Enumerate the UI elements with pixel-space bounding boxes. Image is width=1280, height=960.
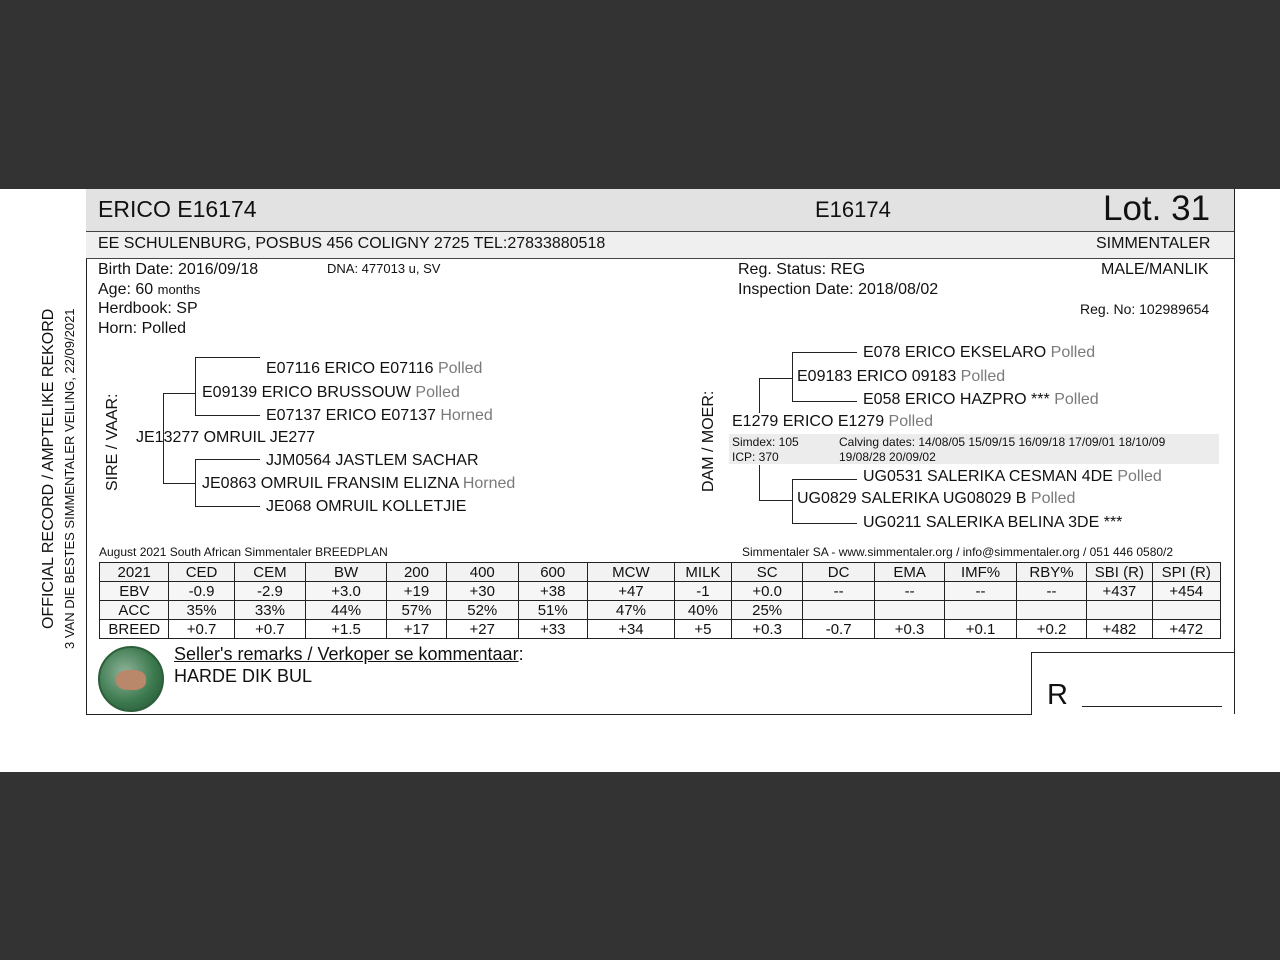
acc-cell: 52% (447, 601, 518, 620)
ebv-cell: -2.9 (234, 582, 305, 601)
breedplan-contact: Simmentaler SA - www.simmentaler.org / info@simmentaler.org / 051 446 0580/2 (742, 545, 1174, 559)
acc-cell: 44% (306, 601, 387, 620)
acc-cell: 40% (674, 601, 731, 620)
dam-simdex: Simdex: 105 (732, 435, 799, 449)
sire-gs1 (202, 384, 460, 402)
breed-cell: +5 (674, 620, 731, 639)
ebv-cell: -- (945, 582, 1016, 601)
ebv-header-cell: 400 (447, 563, 518, 582)
sire-ggd2 (266, 498, 466, 516)
inspection-date: Inspection Date: 2018/08/02 (738, 281, 939, 298)
official-record-note: OFFICIAL RECORD / AMPTELIKE REKORD (40, 308, 57, 629)
dam-ggd2 (863, 514, 1122, 532)
sire-gd1-name: JE0863 OMRUIL FRANSIM ELIZNA (202, 475, 459, 492)
dam-name-text: E1279 ERICO E1279 (732, 413, 885, 430)
lot-header (86, 189, 1234, 232)
sire-ggs1-horn: Polled (437, 360, 483, 377)
sire-gs1-name: E09139 ERICO BRUSSOUW (202, 384, 411, 401)
ebv-cell: -- (874, 582, 944, 601)
sire-gd1 (202, 475, 515, 493)
ebv-header-cell: RBY% (1016, 563, 1086, 582)
acc-cell (803, 601, 874, 620)
sire-name: JE13277 OMRUIL JE277 (136, 429, 316, 446)
reg-status: Reg. Status: REG (738, 261, 866, 278)
dam-ggs1-name: E078 ERICO EKSELARO (863, 344, 1047, 361)
dam-calving-dates-2: 19/08/28 20/09/02 (839, 450, 936, 464)
ebv-header-cell: 600 (518, 563, 587, 582)
dam-ggs2 (863, 468, 1162, 486)
dna: DNA: 477013 u, SV (327, 261, 441, 276)
breed-row (100, 620, 1221, 639)
acc-cell: 35% (169, 601, 234, 620)
dam-horn: Polled (888, 413, 934, 430)
age-value: Age: 60 (98, 281, 154, 298)
ebv-row (100, 582, 1221, 601)
society-logo (98, 646, 164, 712)
breed-cell: +0.3 (874, 620, 944, 639)
ebv-header-cell: SC (731, 563, 802, 582)
catalog-sheet (0, 189, 1280, 772)
sire-ggd1-horn: Horned (440, 407, 493, 424)
breed-cell: -0.7 (803, 620, 874, 639)
dam-label: DAM / MOER: (700, 390, 717, 492)
sire-gs1-horn: Polled (415, 384, 460, 401)
breed-cell: +472 (1152, 620, 1221, 639)
ebv-header-cell: IMF% (945, 563, 1016, 582)
breed-cell: +34 (587, 620, 674, 639)
ebv-cell: +19 (386, 582, 446, 601)
ebv-cell: +0.0 (731, 582, 802, 601)
herdbook: Herdbook: SP (98, 300, 198, 317)
remarks-title-text: Seller's remarks / Verkoper se kommentaar (174, 644, 519, 664)
breed-cell: +1.5 (306, 620, 387, 639)
ebv-header-cell: MCW (587, 563, 674, 582)
ebv-header-cell: 200 (386, 563, 446, 582)
sire-label: SIRE / VAAR: (104, 393, 121, 491)
ebv-header-cell: EMA (874, 563, 944, 582)
horn-status: Horn: Polled (98, 320, 187, 337)
sire-ggs1 (266, 360, 482, 378)
price-field[interactable] (1082, 706, 1222, 707)
price-currency: R (1047, 679, 1068, 711)
ebv-header-cell: SPI (R) (1152, 563, 1221, 582)
acc-cell: 57% (386, 601, 446, 620)
breed-cell: +27 (447, 620, 518, 639)
acc-cell (945, 601, 1016, 620)
sire-ggd1 (266, 407, 493, 425)
breed-cell: +0.2 (1016, 620, 1086, 639)
ebv-header-cell: 2021 (100, 563, 169, 582)
dam-ggs1 (863, 344, 1095, 362)
acc-cell: ACC (100, 601, 169, 620)
dam-gs1 (797, 368, 1005, 386)
birth-date: Birth Date: 2016/09/18 (98, 261, 259, 278)
ebv-header-row (100, 563, 1221, 582)
sire-ggd1-name: E07137 ERICO E07137 (266, 407, 436, 424)
dam-icp: ICP: 370 (732, 450, 779, 464)
ebv-cell: +3.0 (306, 582, 387, 601)
breed-cell: +0.7 (234, 620, 305, 639)
sire-ggd2-name: JE068 OMRUIL KOLLETJIE (266, 498, 467, 515)
ebv-header-cell: MILK (674, 563, 731, 582)
remarks-title: Seller's remarks / Verkoper se kommentaar: (174, 644, 524, 664)
dam-ggd1-horn: Polled (1054, 391, 1099, 408)
lot-number: Lot. 31 (1103, 189, 1211, 228)
ebv-cell: +30 (447, 582, 518, 601)
dam-gd1-name: UG0829 SALERIKA UG08029 B (797, 490, 1027, 507)
acc-cell (874, 601, 944, 620)
acc-cell (1152, 601, 1221, 620)
ebv-cell: -- (803, 582, 874, 601)
acc-cell: 47% (587, 601, 674, 620)
sex: MALE/MANLIK (1101, 261, 1209, 278)
breed-cell: +0.3 (731, 620, 802, 639)
ebv-cell: EBV (100, 582, 169, 601)
dam-ggs1-horn: Polled (1050, 344, 1096, 361)
sire-ggs2-name: JJM0564 JASTLEM SACHAR (266, 452, 479, 469)
dam-ggd2-name: UG0211 SALERIKA BELINA 3DE *** (863, 514, 1123, 531)
breed-cell: +33 (518, 620, 587, 639)
breedplan-source: August 2021 South African Simmentaler BREEDPLAN (99, 545, 388, 559)
ebv-cell: +38 (518, 582, 587, 601)
breed-cell: +0.7 (169, 620, 234, 639)
acc-row (100, 601, 1221, 620)
breed-cell: +482 (1087, 620, 1152, 639)
remarks-text: HARDE DIK BUL (174, 666, 313, 686)
sire-ggs1-name: E07116 ERICO E07116 (266, 360, 434, 377)
ebv-cell: +47 (587, 582, 674, 601)
ebv-header-cell: SBI (R) (1087, 563, 1152, 582)
ebv-cell: +437 (1087, 582, 1152, 601)
dam-gd1-horn: Polled (1030, 490, 1076, 507)
ebv-header-cell: CEM (234, 563, 305, 582)
ebv-table (99, 562, 1221, 639)
dam-ggd1-name: E058 ERICO HAZPRO *** (863, 391, 1050, 408)
acc-cell (1087, 601, 1152, 620)
ebv-header-cell: DC (803, 563, 874, 582)
dam-gs1-name: E09183 ERICO 09183 (797, 368, 957, 385)
reg-number: Reg. No: 102989654 (1080, 301, 1210, 317)
owner-info: EE SCHULENBURG, POSBUS 456 COLIGNY 2725 TEL:27833880518 (98, 235, 606, 252)
dam-ggd1 (863, 391, 1099, 409)
sire-gd1-horn: Horned (462, 475, 516, 492)
breed-cell: +0.1 (945, 620, 1016, 639)
ebv-header-cell: CED (169, 563, 234, 582)
dam-gs1-horn: Polled (960, 368, 1006, 385)
ebv-cell: +454 (1152, 582, 1221, 601)
dam-ggs2-name: UG0531 SALERIKA CESMAN 4DE (863, 468, 1113, 485)
ebv-cell: -0.9 (169, 582, 234, 601)
ebv-header-cell: BW (306, 563, 387, 582)
acc-cell: 25% (731, 601, 802, 620)
age-unit: months (157, 282, 201, 297)
animal-name: ERICO E16174 (98, 196, 257, 222)
dam-ggs2-horn: Polled (1117, 468, 1162, 485)
auction-note: 3 VAN DIE BESTES SIMMENTALER VEILING, 22/09/2021 (62, 308, 77, 649)
ebv-cell: -1 (674, 582, 731, 601)
breed-label: SIMMENTALER (1096, 235, 1211, 252)
dam-gd1 (797, 490, 1075, 508)
dam-name (732, 413, 933, 431)
ebv-cell: -- (1016, 582, 1086, 601)
age (98, 281, 200, 299)
breed-cell: BREED (100, 620, 169, 639)
acc-cell: 33% (234, 601, 305, 620)
sire-ggs2 (266, 452, 479, 470)
acc-cell (1016, 601, 1086, 620)
breed-cell: +17 (386, 620, 446, 639)
animal-id: E16174 (815, 197, 891, 222)
acc-cell: 51% (518, 601, 587, 620)
dam-calving-dates: Calving dates: 14/08/05 15/09/15 16/09/18 17/09/01 18/10/09 (839, 435, 1166, 449)
